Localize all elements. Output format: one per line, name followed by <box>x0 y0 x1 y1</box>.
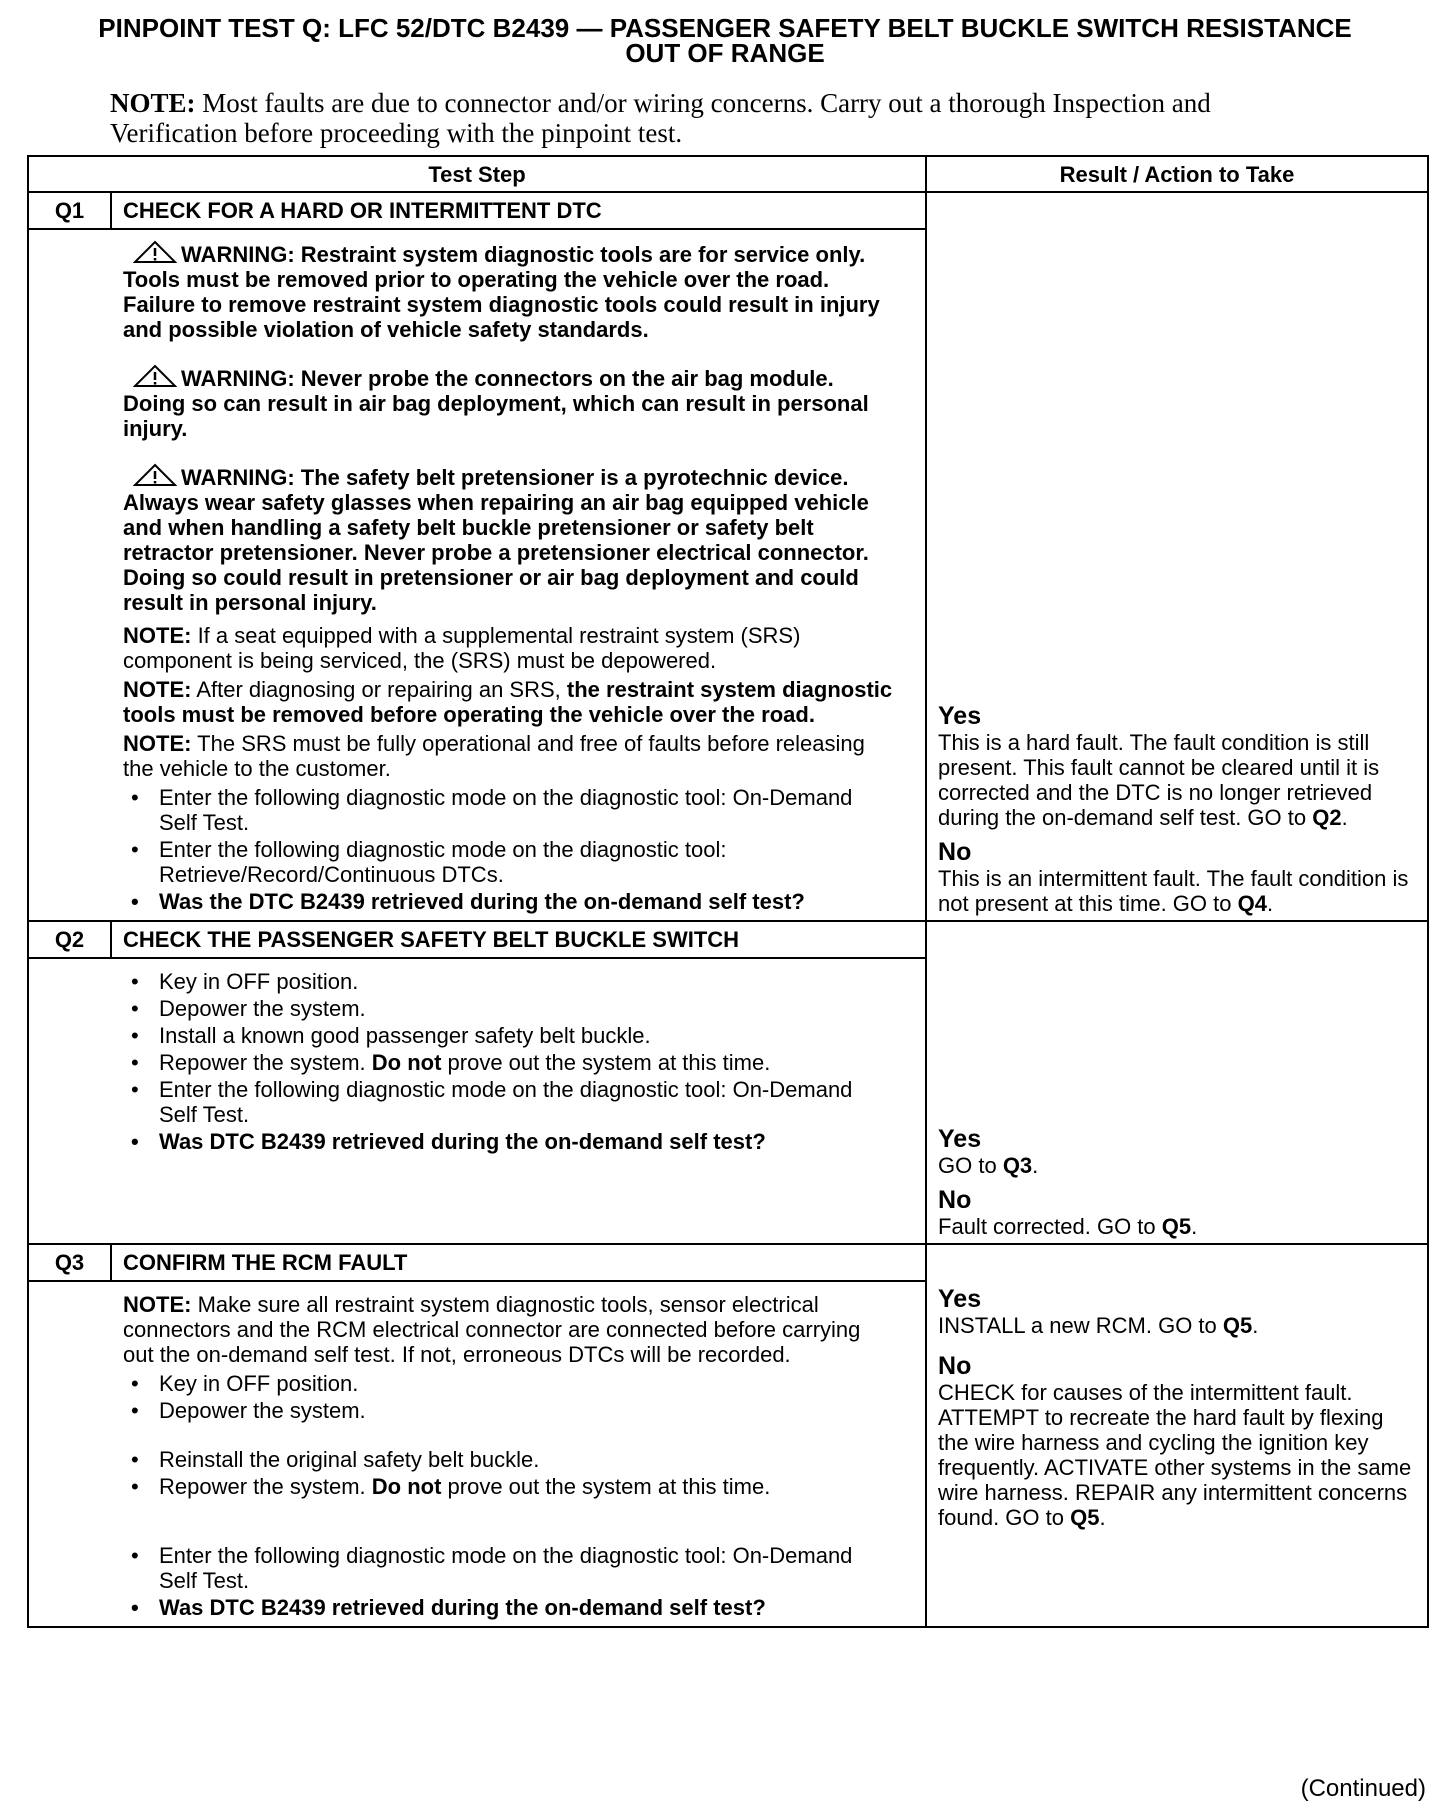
list-item: • Enter the following diagnostic mode on the diagnostic tool: On-Demand Self Test. <box>123 1543 895 1593</box>
title-line-1: PINPOINT TEST Q: LFC 52/DTC B2439 — PASSENGER SAFETY BELT BUCKLE SWITCH RESISTANCE <box>98 13 1352 43</box>
q3-no-goto: Q5 <box>1070 1505 1100 1530</box>
warning-triangle-icon <box>133 240 177 264</box>
header-test-step: Test Step <box>28 156 926 192</box>
q1-step-title: CHECK FOR A HARD OR INTERMITTENT DTC <box>111 192 926 229</box>
q2-step-id: Q2 <box>28 921 111 958</box>
q3-yes-label: Yes <box>938 1285 982 1313</box>
q3-yes-text: INSTALL a new RCM. GO to <box>938 1313 1223 1338</box>
q2-bullet-4-end: prove out the system at this time. <box>441 1050 771 1075</box>
q3-no-action <box>938 1380 1419 1530</box>
q1-note-2 <box>123 677 895 727</box>
q1-yes-end: . <box>1341 805 1348 830</box>
q1-yes-action <box>938 730 1419 830</box>
q3-step-title: CONFIRM THE RCM FAULT <box>111 1244 926 1281</box>
q1-note-1-text: If a seat equipped with a supplemental restraint system (SRS) component is being serviced, the (SRS) must be depowered. <box>123 623 801 673</box>
q1-note-3-label: NOTE: <box>123 731 192 756</box>
q3-yes-goto: Q5 <box>1222 1313 1253 1338</box>
q1-note-1 <box>123 623 895 673</box>
q2-header-row <box>28 921 1428 958</box>
q3-bullet-4-end: prove out the system at this time. <box>441 1474 771 1499</box>
q2-no-end: . <box>1191 1214 1198 1239</box>
q3-result-cell <box>926 1244 1428 1627</box>
q1-no-text: This is an intermittent fault. The fault condition is not present at this time. GO to <box>938 866 1409 916</box>
list-item: • Enter the following diagnostic mode on the diagnostic tool: On-Demand Self Test. <box>123 785 895 835</box>
q3-body <box>28 1281 926 1627</box>
q1-yes-text: This is a hard fault. The fault condition is still present. This fault cannot be cleared until it is corrected and the DTC is no longer retrieved during the on-demand self test. GO to <box>938 730 1380 830</box>
q3-no-end: . <box>1099 1505 1106 1530</box>
q1-warning-2 <box>123 364 895 441</box>
intro-note <box>110 88 1260 148</box>
q1-note-3-text: The SRS must be fully operational and free of faults before releasing the vehicle to the customer. <box>123 731 865 781</box>
q3-note <box>123 1292 895 1367</box>
q1-note-1-label: NOTE: <box>123 623 192 648</box>
header-result-action: Result / Action to Take <box>926 156 1428 192</box>
q3-yes-action <box>938 1313 1419 1338</box>
q2-yes-action <box>938 1153 1419 1178</box>
warning-triangle-icon <box>133 364 177 388</box>
q2-step-title: CHECK THE PASSENGER SAFETY BELT BUCKLE SWITCH <box>111 921 926 958</box>
continued-label: (Continued) <box>1300 1775 1426 1802</box>
list-item <box>123 1050 895 1075</box>
list-item: • Enter the following diagnostic mode on the diagnostic tool: On-Demand Self Test. <box>123 1077 895 1127</box>
q1-warning-1-text: WARNING: Restraint system diagnostic tools are for service only. Tools must be removed prior to operating the vehicle over the road. Failure to remove restraint system diagnostic tools could result in injury and possible violation of vehicle safety standards. <box>123 242 880 342</box>
list-item: • Depower the system. <box>123 1398 895 1423</box>
warning-triangle-icon <box>133 463 177 487</box>
q3-header-row <box>28 1244 1428 1281</box>
q2-body <box>28 958 926 1244</box>
q1-steps <box>123 785 895 914</box>
q1-step-id: Q1 <box>28 192 111 229</box>
q3-bullet-4-text: Repower the system. <box>159 1474 372 1499</box>
intro-note-text: Most faults are due to connector and/or wiring concerns. Carry out a thorough Inspection and Verification before proceeding with the pinpoint test. <box>110 88 1211 148</box>
q1-no-label: No <box>938 838 972 866</box>
list-item: • Key in OFF position. <box>123 1371 895 1396</box>
q1-note-3 <box>123 731 895 781</box>
list-item: • Was the DTC B2439 retrieved during the on-demand self test? <box>123 889 895 914</box>
q1-no-end: . <box>1266 891 1274 916</box>
q3-note-text: Make sure all restraint system diagnostic tools, sensor electrical connectors and the RCM electrical connector are connected before carrying out the on-demand self test. If not, erroneous DTCs will be recorded. <box>123 1292 861 1367</box>
q1-result-cell <box>926 192 1428 921</box>
list-item: • Depower the system. <box>123 996 895 1021</box>
q2-yes-goto: Q3 <box>1002 1153 1033 1178</box>
q2-bullet-4-text: Repower the system. <box>159 1050 372 1075</box>
pinpoint-test-table <box>27 155 1429 1628</box>
q1-warning-3-text: WARNING: The safety belt pretensioner is a pyrotechnic device. Always wear safety glasses when repairing an air bag equipped vehicle and when handling a safety belt buckle pretensioner or safety belt retractor pretensioner. Never probe a pretensioner electrical connector. Doing so could result in pretensioner or air bag deployment and could result in personal injury. <box>123 465 869 615</box>
page-title <box>20 13 1430 68</box>
q2-steps <box>123 969 895 1154</box>
list-item: • Enter the following diagnostic mode on the diagnostic tool: Retrieve/Record/Continuous DTCs. <box>123 837 895 887</box>
q3-no-label: No <box>938 1352 972 1380</box>
q1-no-action <box>938 866 1419 916</box>
q2-result-cell <box>926 921 1428 1244</box>
q2-yes-text: GO to <box>938 1153 1003 1178</box>
list-item: • Reinstall the original safety belt buckle. <box>123 1447 895 1472</box>
q2-no-action <box>938 1214 1419 1239</box>
list-item <box>123 1474 895 1499</box>
q3-step-id: Q3 <box>28 1244 111 1281</box>
q1-warning-1 <box>123 240 895 342</box>
q3-steps-final <box>123 1543 895 1620</box>
q1-header-row <box>28 192 1428 229</box>
q2-yes-label: Yes <box>938 1125 982 1153</box>
q3-no-text: CHECK for causes of the intermittent fault. ATTEMPT to recreate the hard fault by flexing the wire harness and cycling the ignition key frequently. ACTIVATE other systems in the same wire harness. REPAIR any intermittent concerns found. GO to <box>938 1380 1412 1530</box>
list-item: • Key in OFF position. <box>123 969 895 994</box>
title-line-2: OUT OF RANGE <box>625 38 825 68</box>
q3-steps <box>123 1371 895 1423</box>
intro-note-label: NOTE: <box>110 88 196 118</box>
q1-note-2-bold: the restraint system diagnostic tools must be removed before operating the vehicle over the road. <box>123 677 893 727</box>
q1-no-goto: Q4 <box>1237 891 1267 916</box>
q1-note-2-text: After diagnosing or repairing an SRS, <box>191 677 567 702</box>
q2-no-text: Fault corrected. GO to <box>938 1214 1162 1239</box>
list-item: • Was DTC B2439 retrieved during the on-demand self test? <box>123 1595 895 1620</box>
q1-note-2-label: NOTE: <box>123 677 192 702</box>
q3-note-label: NOTE: <box>123 1292 192 1317</box>
q1-body <box>28 229 926 921</box>
q3-steps-cont <box>123 1447 895 1499</box>
table-header-row <box>28 156 1428 192</box>
q1-yes-goto: Q2 <box>1312 805 1342 830</box>
q3-yes-end: . <box>1252 1313 1259 1338</box>
q2-yes-end: . <box>1032 1153 1039 1178</box>
list-item: • Install a known good passenger safety belt buckle. <box>123 1023 895 1048</box>
q3-bullet-4-bold: Do not <box>371 1474 442 1499</box>
q2-bullet-4-bold: Do not <box>371 1050 442 1075</box>
q1-warning-2-text: WARNING: Never probe the connectors on the air bag module. Doing so can result in air bag deployment, which can result in personal injury. <box>123 366 869 441</box>
q2-no-goto: Q5 <box>1161 1214 1192 1239</box>
q2-no-label: No <box>938 1186 972 1214</box>
q1-warning-3 <box>123 463 895 615</box>
q1-yes-label: Yes <box>938 702 982 730</box>
list-item: • Was DTC B2439 retrieved during the on-demand self test? <box>123 1129 895 1154</box>
